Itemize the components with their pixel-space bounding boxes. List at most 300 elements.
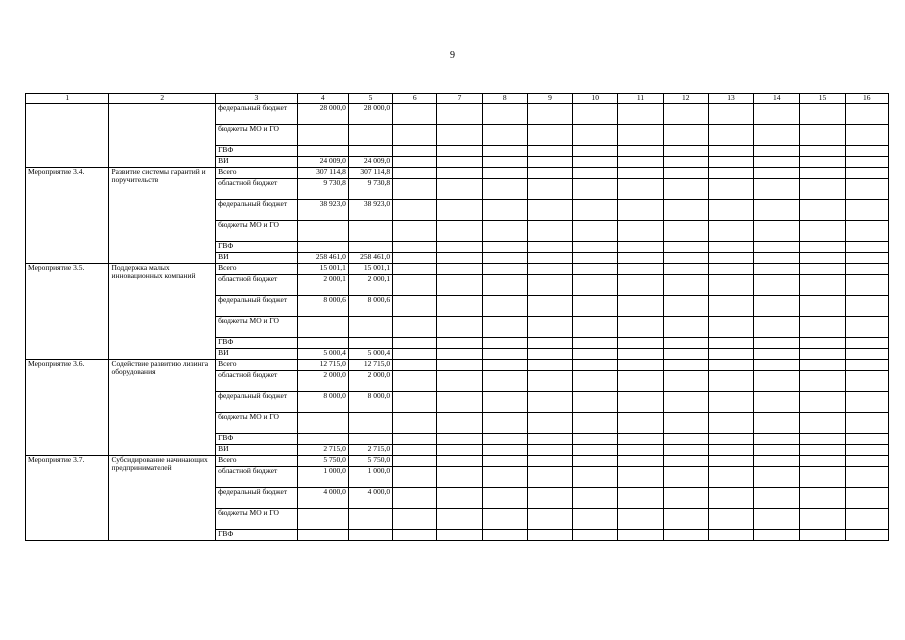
empty-cell bbox=[800, 371, 845, 392]
empty-cell bbox=[482, 509, 527, 530]
empty-cell bbox=[754, 360, 800, 371]
empty-cell bbox=[663, 467, 708, 488]
empty-cell bbox=[845, 371, 888, 392]
empty-cell bbox=[482, 125, 527, 146]
amount-cell-c4: 28 000,0 bbox=[297, 104, 348, 125]
empty-cell bbox=[618, 371, 663, 392]
amount-cell-c5 bbox=[348, 530, 392, 541]
amount-cell-c4 bbox=[297, 317, 348, 338]
empty-cell bbox=[663, 371, 708, 392]
empty-cell bbox=[708, 125, 753, 146]
funding-source-cell: федеральный бюджет bbox=[216, 392, 297, 413]
empty-cell bbox=[663, 157, 708, 168]
empty-cell bbox=[618, 253, 663, 264]
funding-source-cell: ГВФ bbox=[216, 146, 297, 157]
empty-cell bbox=[845, 434, 888, 445]
empty-cell bbox=[708, 296, 753, 317]
empty-cell bbox=[754, 125, 800, 146]
empty-cell bbox=[393, 392, 437, 413]
amount-cell-c5 bbox=[348, 125, 392, 146]
empty-cell bbox=[845, 488, 888, 509]
empty-cell bbox=[573, 360, 618, 371]
funding-source-cell: областной бюджет bbox=[216, 275, 297, 296]
empty-cell bbox=[800, 168, 845, 179]
empty-cell bbox=[527, 349, 572, 360]
empty-cell bbox=[393, 264, 437, 275]
amount-cell-c4 bbox=[297, 221, 348, 242]
empty-cell bbox=[800, 104, 845, 125]
amount-cell-c5 bbox=[348, 221, 392, 242]
empty-cell bbox=[754, 434, 800, 445]
empty-cell bbox=[527, 221, 572, 242]
empty-cell bbox=[708, 338, 753, 349]
empty-cell bbox=[800, 200, 845, 221]
amount-cell-c4: 2 000,1 bbox=[297, 275, 348, 296]
empty-cell bbox=[573, 413, 618, 434]
amount-cell-c4 bbox=[297, 125, 348, 146]
column-header-2: 2 bbox=[109, 94, 216, 104]
empty-cell bbox=[437, 509, 482, 530]
empty-cell bbox=[618, 146, 663, 157]
empty-cell bbox=[845, 264, 888, 275]
empty-cell bbox=[845, 221, 888, 242]
budget-table bbox=[25, 93, 889, 541]
empty-cell bbox=[708, 221, 753, 242]
empty-cell bbox=[437, 456, 482, 467]
empty-cell bbox=[663, 264, 708, 275]
empty-cell bbox=[393, 360, 437, 371]
empty-cell bbox=[663, 296, 708, 317]
amount-cell-c4: 2 000,0 bbox=[297, 371, 348, 392]
funding-source-cell: федеральный бюджет bbox=[216, 488, 297, 509]
empty-cell bbox=[482, 264, 527, 275]
column-header-5: 5 bbox=[348, 94, 392, 104]
empty-cell bbox=[527, 338, 572, 349]
amount-cell-c4 bbox=[297, 509, 348, 530]
empty-cell bbox=[482, 445, 527, 456]
empty-cell bbox=[754, 275, 800, 296]
empty-cell bbox=[663, 509, 708, 530]
empty-cell bbox=[393, 242, 437, 253]
amount-cell-c5: 307 114,8 bbox=[348, 168, 392, 179]
empty-cell bbox=[708, 371, 753, 392]
amount-cell-c5: 8 000,6 bbox=[348, 296, 392, 317]
column-header-12: 12 bbox=[663, 94, 708, 104]
empty-cell bbox=[845, 157, 888, 168]
empty-cell bbox=[708, 264, 753, 275]
empty-cell bbox=[573, 296, 618, 317]
funding-source-cell: областной бюджет bbox=[216, 467, 297, 488]
empty-cell bbox=[754, 530, 800, 541]
empty-cell bbox=[573, 104, 618, 125]
empty-cell bbox=[845, 146, 888, 157]
funding-source-cell: Всего bbox=[216, 168, 297, 179]
empty-cell bbox=[573, 338, 618, 349]
empty-cell bbox=[663, 456, 708, 467]
empty-cell bbox=[393, 275, 437, 296]
empty-cell bbox=[527, 157, 572, 168]
activity-cell: Мероприятие 3.6. bbox=[26, 360, 109, 456]
empty-cell bbox=[845, 467, 888, 488]
empty-cell bbox=[393, 434, 437, 445]
empty-cell bbox=[437, 296, 482, 317]
empty-cell bbox=[663, 338, 708, 349]
empty-cell bbox=[482, 157, 527, 168]
empty-cell bbox=[708, 509, 753, 530]
activity-name-cell: Развитие системы гарантий и поручительств bbox=[109, 168, 216, 264]
amount-cell-c4: 15 001,1 bbox=[297, 264, 348, 275]
empty-cell bbox=[482, 338, 527, 349]
empty-cell bbox=[800, 221, 845, 242]
empty-cell bbox=[663, 530, 708, 541]
empty-cell bbox=[393, 317, 437, 338]
empty-cell bbox=[754, 392, 800, 413]
empty-cell bbox=[482, 104, 527, 125]
empty-cell bbox=[800, 275, 845, 296]
empty-cell bbox=[527, 413, 572, 434]
empty-cell bbox=[618, 349, 663, 360]
empty-cell bbox=[663, 242, 708, 253]
amount-cell-c5 bbox=[348, 242, 392, 253]
empty-cell bbox=[800, 413, 845, 434]
empty-cell bbox=[845, 360, 888, 371]
empty-cell bbox=[437, 530, 482, 541]
empty-cell bbox=[437, 275, 482, 296]
empty-cell bbox=[708, 146, 753, 157]
empty-cell bbox=[663, 434, 708, 445]
empty-cell bbox=[754, 179, 800, 200]
empty-cell bbox=[663, 200, 708, 221]
empty-cell bbox=[708, 530, 753, 541]
column-number-row bbox=[26, 94, 889, 104]
funding-source-cell: бюджеты МО и ГО bbox=[216, 317, 297, 338]
empty-cell bbox=[708, 200, 753, 221]
empty-cell bbox=[573, 125, 618, 146]
funding-source-cell: областной бюджет bbox=[216, 371, 297, 392]
empty-cell bbox=[437, 445, 482, 456]
empty-cell bbox=[754, 509, 800, 530]
amount-cell-c5: 2 000,0 bbox=[348, 371, 392, 392]
empty-cell bbox=[618, 392, 663, 413]
empty-cell bbox=[393, 157, 437, 168]
empty-cell bbox=[573, 221, 618, 242]
empty-cell bbox=[527, 467, 572, 488]
amount-cell-c5 bbox=[348, 146, 392, 157]
empty-cell bbox=[437, 168, 482, 179]
empty-cell bbox=[527, 509, 572, 530]
empty-cell bbox=[663, 392, 708, 413]
funding-source-cell: бюджеты МО и ГО bbox=[216, 125, 297, 146]
empty-cell bbox=[708, 104, 753, 125]
amount-cell-c4 bbox=[297, 242, 348, 253]
empty-cell bbox=[708, 360, 753, 371]
funding-source-cell: ГВФ bbox=[216, 338, 297, 349]
empty-cell bbox=[800, 317, 845, 338]
empty-cell bbox=[437, 349, 482, 360]
empty-cell bbox=[573, 509, 618, 530]
activity-cell bbox=[26, 104, 109, 168]
empty-cell bbox=[573, 434, 618, 445]
empty-cell bbox=[800, 360, 845, 371]
amount-cell-c5 bbox=[348, 509, 392, 530]
column-header-7: 7 bbox=[437, 94, 482, 104]
empty-cell bbox=[845, 168, 888, 179]
empty-cell bbox=[527, 146, 572, 157]
empty-cell bbox=[754, 445, 800, 456]
empty-cell bbox=[663, 445, 708, 456]
empty-cell bbox=[573, 317, 618, 338]
amount-cell-c5: 5 000,4 bbox=[348, 349, 392, 360]
empty-cell bbox=[393, 530, 437, 541]
amount-cell-c4: 9 730,8 bbox=[297, 179, 348, 200]
empty-cell bbox=[393, 338, 437, 349]
empty-cell bbox=[393, 104, 437, 125]
empty-cell bbox=[393, 371, 437, 392]
funding-source-cell: бюджеты МО и ГО bbox=[216, 221, 297, 242]
empty-cell bbox=[437, 371, 482, 392]
table-row bbox=[26, 360, 889, 371]
empty-cell bbox=[573, 157, 618, 168]
empty-cell bbox=[663, 104, 708, 125]
empty-cell bbox=[663, 349, 708, 360]
amount-cell-c5: 9 730,8 bbox=[348, 179, 392, 200]
empty-cell bbox=[754, 413, 800, 434]
empty-cell bbox=[573, 179, 618, 200]
empty-cell bbox=[482, 200, 527, 221]
column-header-14: 14 bbox=[754, 94, 800, 104]
column-header-11: 11 bbox=[618, 94, 663, 104]
empty-cell bbox=[482, 317, 527, 338]
empty-cell bbox=[482, 467, 527, 488]
empty-cell bbox=[800, 349, 845, 360]
funding-source-cell: Всего bbox=[216, 360, 297, 371]
empty-cell bbox=[393, 253, 437, 264]
empty-cell bbox=[437, 434, 482, 445]
empty-cell bbox=[437, 125, 482, 146]
empty-cell bbox=[800, 509, 845, 530]
empty-cell bbox=[800, 392, 845, 413]
empty-cell bbox=[527, 104, 572, 125]
empty-cell bbox=[663, 221, 708, 242]
empty-cell bbox=[573, 264, 618, 275]
empty-cell bbox=[618, 275, 663, 296]
empty-cell bbox=[754, 221, 800, 242]
column-header-9: 9 bbox=[527, 94, 572, 104]
amount-cell-c4: 2 715,0 bbox=[297, 445, 348, 456]
activity-cell: Мероприятие 3.4. bbox=[26, 168, 109, 264]
empty-cell bbox=[800, 264, 845, 275]
empty-cell bbox=[573, 371, 618, 392]
empty-cell bbox=[754, 296, 800, 317]
empty-cell bbox=[482, 530, 527, 541]
empty-cell bbox=[618, 157, 663, 168]
column-header-13: 13 bbox=[708, 94, 753, 104]
empty-cell bbox=[845, 530, 888, 541]
empty-cell bbox=[663, 413, 708, 434]
empty-cell bbox=[800, 467, 845, 488]
empty-cell bbox=[708, 413, 753, 434]
empty-cell bbox=[527, 392, 572, 413]
empty-cell bbox=[437, 392, 482, 413]
empty-cell bbox=[845, 200, 888, 221]
empty-cell bbox=[708, 445, 753, 456]
empty-cell bbox=[393, 200, 437, 221]
empty-cell bbox=[800, 179, 845, 200]
empty-cell bbox=[845, 413, 888, 434]
funding-source-cell: Всего bbox=[216, 456, 297, 467]
empty-cell bbox=[708, 179, 753, 200]
empty-cell bbox=[754, 157, 800, 168]
empty-cell bbox=[708, 242, 753, 253]
empty-cell bbox=[845, 253, 888, 264]
amount-cell-c5: 15 001,1 bbox=[348, 264, 392, 275]
empty-cell bbox=[800, 488, 845, 509]
empty-cell bbox=[754, 200, 800, 221]
empty-cell bbox=[482, 360, 527, 371]
empty-cell bbox=[845, 392, 888, 413]
amount-cell-c4: 8 000,6 bbox=[297, 296, 348, 317]
empty-cell bbox=[482, 371, 527, 392]
column-header-3: 3 bbox=[216, 94, 297, 104]
empty-cell bbox=[527, 296, 572, 317]
empty-cell bbox=[663, 179, 708, 200]
empty-cell bbox=[800, 434, 845, 445]
empty-cell bbox=[527, 275, 572, 296]
empty-cell bbox=[573, 467, 618, 488]
empty-cell bbox=[393, 509, 437, 530]
empty-cell bbox=[482, 146, 527, 157]
table-row bbox=[26, 104, 889, 125]
empty-cell bbox=[618, 445, 663, 456]
empty-cell bbox=[663, 125, 708, 146]
funding-source-cell: ВИ bbox=[216, 349, 297, 360]
empty-cell bbox=[527, 371, 572, 392]
empty-cell bbox=[527, 488, 572, 509]
empty-cell bbox=[800, 445, 845, 456]
empty-cell bbox=[437, 253, 482, 264]
amount-cell-c4: 12 715,0 bbox=[297, 360, 348, 371]
empty-cell bbox=[618, 125, 663, 146]
empty-cell bbox=[527, 179, 572, 200]
empty-cell bbox=[618, 242, 663, 253]
table-header bbox=[26, 94, 889, 104]
empty-cell bbox=[845, 456, 888, 467]
empty-cell bbox=[482, 179, 527, 200]
empty-cell bbox=[845, 104, 888, 125]
funding-source-cell: ВИ bbox=[216, 445, 297, 456]
empty-cell bbox=[482, 253, 527, 264]
activity-name-cell: Содействие развитию лизинга оборудования bbox=[109, 360, 216, 456]
empty-cell bbox=[573, 253, 618, 264]
empty-cell bbox=[708, 349, 753, 360]
empty-cell bbox=[573, 168, 618, 179]
empty-cell bbox=[708, 456, 753, 467]
funding-source-cell: Всего bbox=[216, 264, 297, 275]
empty-cell bbox=[708, 434, 753, 445]
empty-cell bbox=[482, 221, 527, 242]
activity-name-cell: Субсидирование начинающих предпринимателей bbox=[109, 456, 216, 541]
empty-cell bbox=[845, 317, 888, 338]
empty-cell bbox=[845, 509, 888, 530]
empty-cell bbox=[482, 392, 527, 413]
empty-cell bbox=[754, 456, 800, 467]
column-header-15: 15 bbox=[800, 94, 845, 104]
amount-cell-c5: 5 750,0 bbox=[348, 456, 392, 467]
empty-cell bbox=[754, 253, 800, 264]
empty-cell bbox=[482, 413, 527, 434]
empty-cell bbox=[527, 317, 572, 338]
empty-cell bbox=[663, 253, 708, 264]
empty-cell bbox=[800, 242, 845, 253]
empty-cell bbox=[618, 179, 663, 200]
empty-cell bbox=[393, 488, 437, 509]
empty-cell bbox=[393, 296, 437, 317]
empty-cell bbox=[437, 200, 482, 221]
activity-name-cell: Поддержка малых инновационных компаний bbox=[109, 264, 216, 360]
amount-cell-c5: 4 000,0 bbox=[348, 488, 392, 509]
empty-cell bbox=[663, 317, 708, 338]
amount-cell-c5: 24 009,0 bbox=[348, 157, 392, 168]
column-header-4: 4 bbox=[297, 94, 348, 104]
empty-cell bbox=[393, 349, 437, 360]
empty-cell bbox=[800, 456, 845, 467]
empty-cell bbox=[573, 200, 618, 221]
funding-source-cell: ВИ bbox=[216, 157, 297, 168]
empty-cell bbox=[618, 434, 663, 445]
empty-cell bbox=[618, 488, 663, 509]
empty-cell bbox=[482, 349, 527, 360]
empty-cell bbox=[482, 434, 527, 445]
empty-cell bbox=[663, 360, 708, 371]
empty-cell bbox=[708, 275, 753, 296]
column-header-10: 10 bbox=[573, 94, 618, 104]
amount-cell-c4: 1 000,0 bbox=[297, 467, 348, 488]
empty-cell bbox=[393, 456, 437, 467]
empty-cell bbox=[663, 146, 708, 157]
funding-source-cell: ГВФ bbox=[216, 434, 297, 445]
empty-cell bbox=[618, 338, 663, 349]
empty-cell bbox=[845, 338, 888, 349]
funding-source-cell: областной бюджет bbox=[216, 179, 297, 200]
empty-cell bbox=[663, 275, 708, 296]
empty-cell bbox=[527, 530, 572, 541]
amount-cell-c5: 258 461,0 bbox=[348, 253, 392, 264]
empty-cell bbox=[754, 338, 800, 349]
amount-cell-c5: 8 000,0 bbox=[348, 392, 392, 413]
empty-cell bbox=[618, 168, 663, 179]
empty-cell bbox=[393, 467, 437, 488]
empty-cell bbox=[754, 317, 800, 338]
empty-cell bbox=[800, 253, 845, 264]
empty-cell bbox=[618, 264, 663, 275]
activity-name-cell bbox=[109, 104, 216, 168]
table-row bbox=[26, 264, 889, 275]
empty-cell bbox=[437, 146, 482, 157]
amount-cell-c5: 38 923,0 bbox=[348, 200, 392, 221]
empty-cell bbox=[527, 264, 572, 275]
empty-cell bbox=[845, 179, 888, 200]
empty-cell bbox=[663, 168, 708, 179]
empty-cell bbox=[754, 264, 800, 275]
empty-cell bbox=[708, 168, 753, 179]
empty-cell bbox=[482, 275, 527, 296]
empty-cell bbox=[573, 349, 618, 360]
empty-cell bbox=[527, 456, 572, 467]
empty-cell bbox=[573, 530, 618, 541]
funding-source-cell: ГВФ bbox=[216, 242, 297, 253]
empty-cell bbox=[618, 456, 663, 467]
empty-cell bbox=[754, 467, 800, 488]
